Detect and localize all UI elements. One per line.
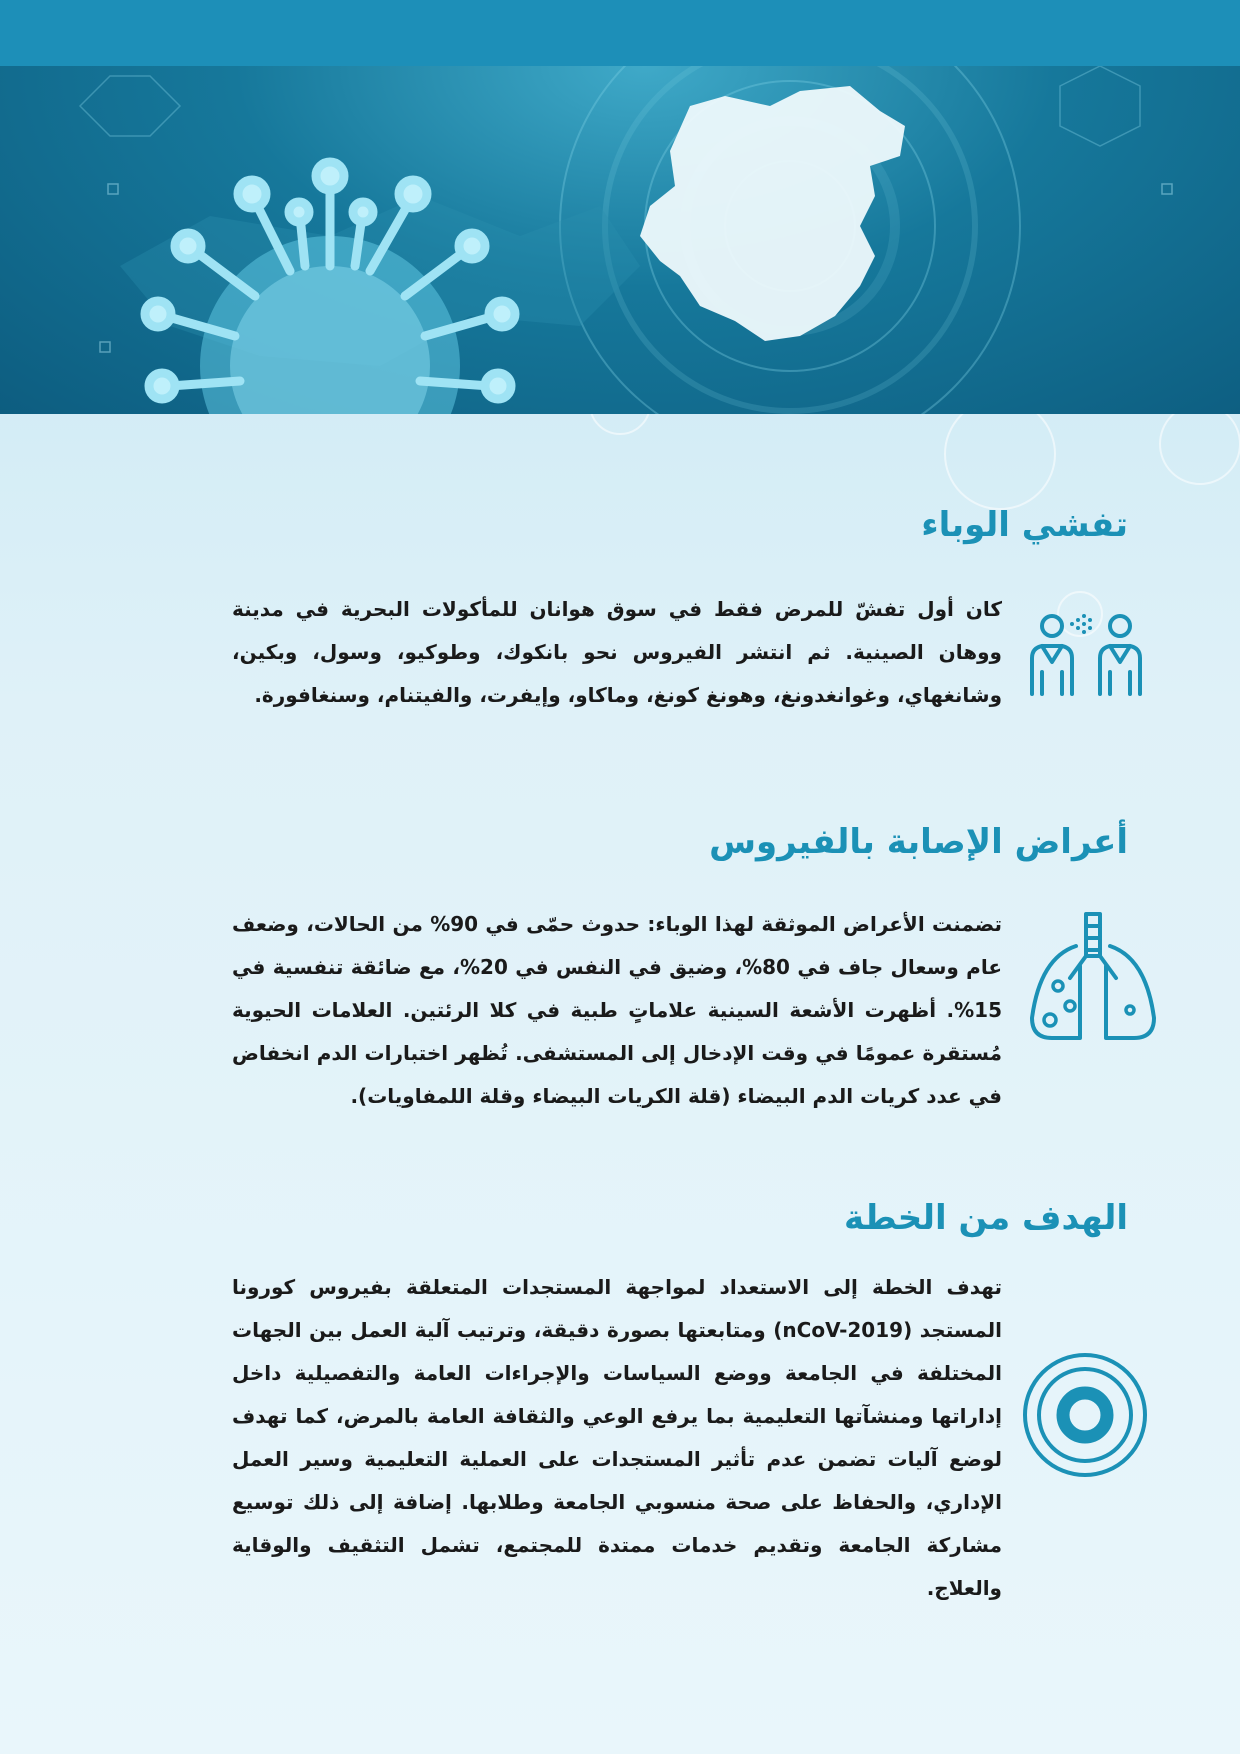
section-title-plan-goal: الهدف من الخطة: [844, 1198, 1128, 1238]
section-title-outbreak: تفشي الوباء: [921, 505, 1128, 545]
lungs-icon: [1026, 908, 1160, 1048]
target-icon: [1020, 1350, 1150, 1484]
banner-illustration: [0, 66, 1240, 414]
header-banner: [0, 66, 1240, 414]
section-title-symptoms: أعراض الإصابة بالفيروس: [709, 822, 1128, 862]
top-bar: [0, 0, 1240, 66]
section-body-outbreak: كان أول تفشّ للمرض فقط في سوق هوانان للمأكولات البحرية في مدينة ووهان الصينية. ثم انتشر الفيروس نحو بانكوك، وطوكيو، وسول، وبكين، وشانغهاي، وغوانغدونغ، وهونغ كونغ، وماكاو، وإيفرت، والفيتنام، وسنغافورة.: [232, 597, 1002, 707]
two-people-coughing-icon: [1028, 610, 1144, 702]
section-body-plan-goal: تهدف الخطة إلى الاستعداد لمواجهة المستجدات المتعلقة بفيروس كورونا المستجد (nCoV-2019) ومتابعتها بصورة دقيقة، وترتيب آلية العمل بين الجهات المختلفة في الجامعة ووضع السياسات والإجراءات العامة والتفصيلية داخل إداراتها ومنشآتها التعليمية بما يرفع الوعي والثقافة العامة بالمرض، كما تهدف لوضع آليات تضمن عدم تأثير المستجدات على العملية التعليمية وسير العمل الإداري، والحفاظ على صحة منسوبي الجامعة وطلابها. إضافة إلى ذلك توسيع مشاركة الجامعة وتقديم خدمات ممتدة للمجتمع، تشمل التثقيف والوقاية والعلاج.: [232, 1275, 1002, 1600]
section-body-symptoms: تضمنت الأعراض الموثقة لهذا الوباء: حدوث حمّى في 90% من الحالات، وضعف عام وسعال جاف في 80%، وضيق في النفس في 20%، مع ضائقة تنفسية في 15%. أظهرت الأشعة السينية علاماتٍ طبية في كلا الرئتين. العلامات الحيوية مُستقرة عمومًا في وقت الإدخال إلى المستشفى. تُظهر اختبارات الدم انخفاض في عدد كريات الدم البيضاء (قلة الكريات البيضاء وقلة اللمفاويات).: [232, 912, 1002, 1108]
